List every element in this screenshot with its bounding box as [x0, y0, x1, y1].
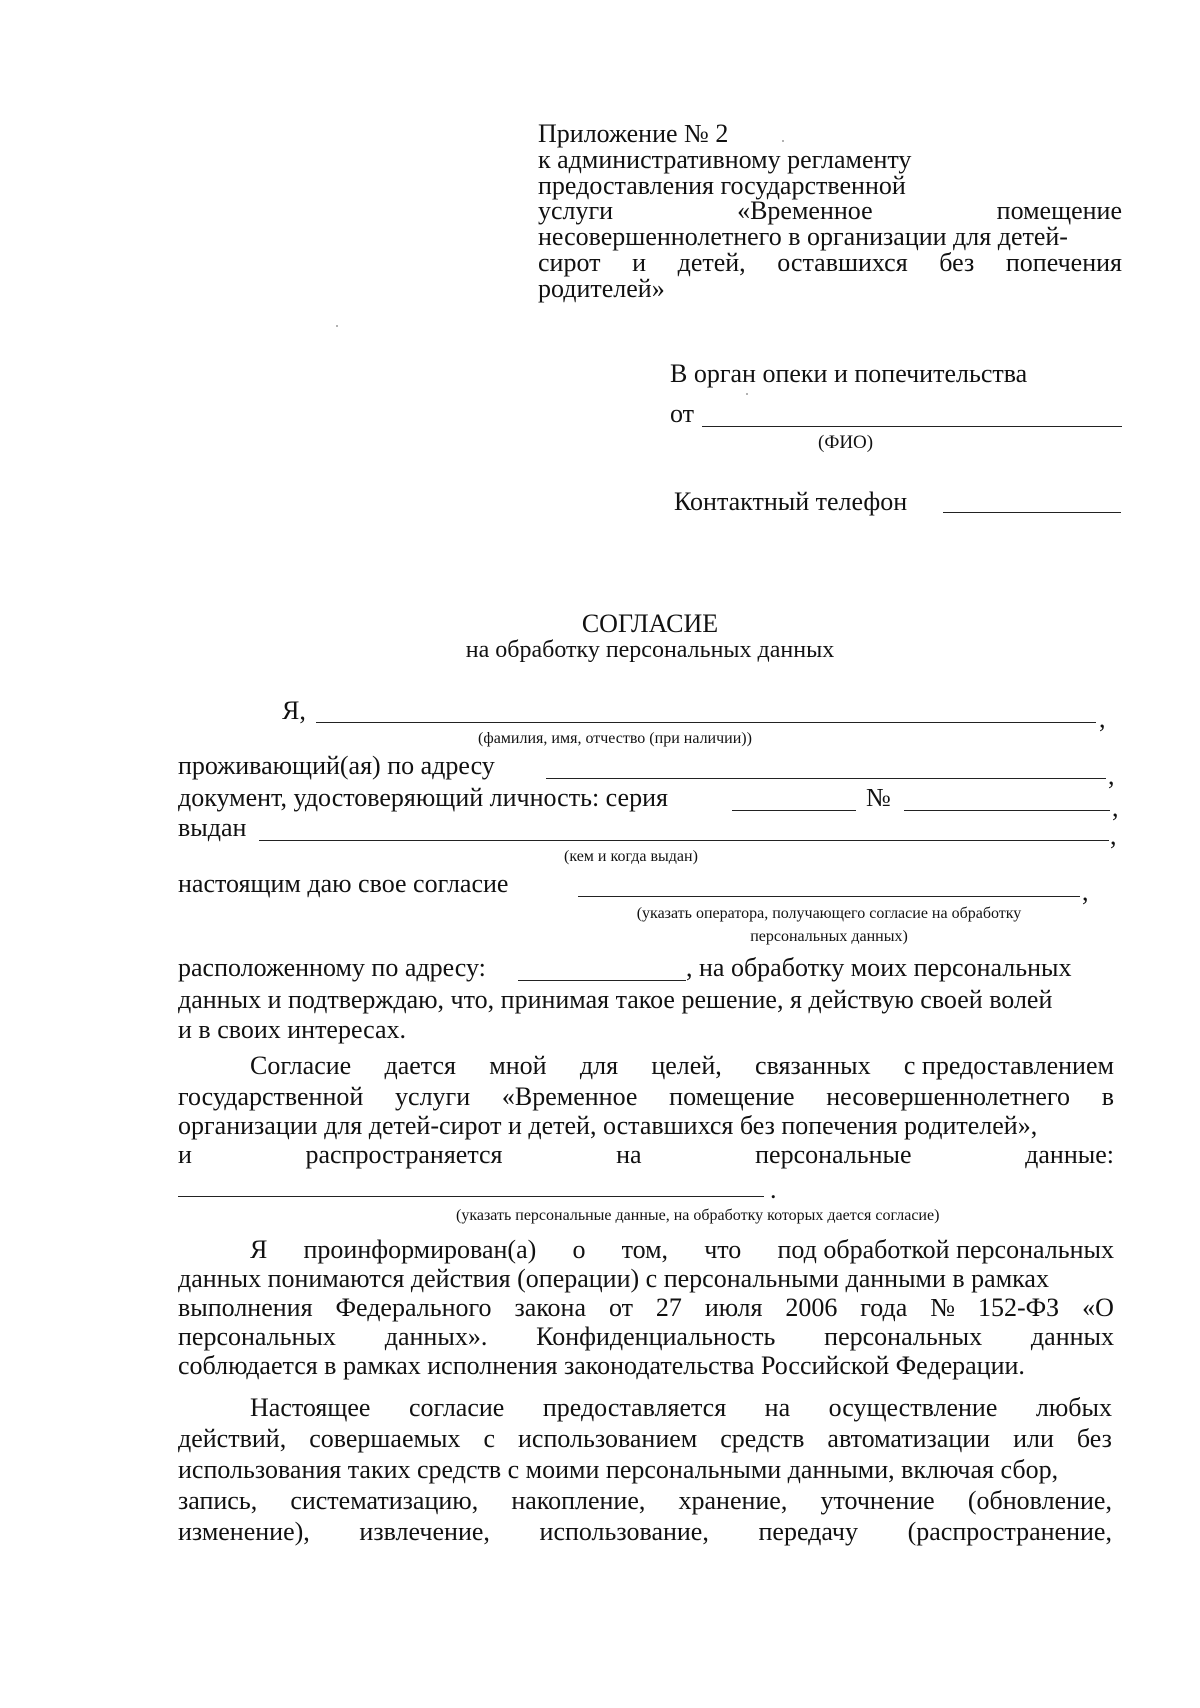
word: персональных: [824, 1322, 983, 1351]
comma: ,: [1082, 877, 1089, 906]
word: систематизацию,: [290, 1486, 479, 1515]
word: использованием: [517, 1424, 698, 1453]
fio-line: [316, 722, 1096, 723]
word: что: [704, 1235, 742, 1264]
issued-label: выдан: [178, 813, 247, 842]
appendix-line: к административному регламенту: [538, 145, 912, 174]
consent-label: настоящим даю свое согласие: [178, 869, 509, 898]
word: помещение: [669, 1082, 795, 1111]
fio-hint: (ФИО): [818, 432, 874, 453]
word: персональные: [755, 1140, 912, 1169]
comma: ,: [1110, 821, 1117, 850]
word: извлечение,: [359, 1517, 490, 1546]
operator-hint: (указать оператора, получающего согласие на обработку: [636, 905, 1022, 922]
paragraph-line-justified: [178, 1425, 1112, 1453]
word: несовершеннолетнего: [826, 1082, 1070, 1111]
paragraph-line-justified: [250, 1394, 1112, 1422]
word: средств: [720, 1424, 805, 1453]
paragraph-line: соблюдается в рамках исполнения законодательства Российской Федерации.: [178, 1351, 1025, 1380]
located-address-line: [518, 980, 686, 981]
paragraph-line-justified: [178, 1294, 1114, 1322]
word: запись,: [178, 1486, 258, 1515]
fio-full-hint: (фамилия, имя, отчество (при наличии)): [478, 730, 752, 747]
document-title: СОГЛАСИЕ: [581, 609, 719, 638]
operator-line: [578, 896, 1080, 897]
appendix-line-justified: [538, 197, 1122, 225]
appendix-line-justified: [538, 249, 1122, 277]
period: .: [770, 1175, 777, 1204]
word: связанных: [755, 1051, 871, 1080]
scan-speck: [336, 325, 338, 327]
paragraph-line-justified: [178, 1487, 1112, 1515]
paragraph-line: организации для детей-сирот и детей, оставшихся без попечения родителей»,: [178, 1111, 1038, 1140]
series-line: [732, 810, 856, 811]
word: уточнение: [820, 1486, 935, 1515]
word: «Временное: [737, 196, 873, 225]
word: для: [579, 1051, 619, 1080]
word: оставшихся: [777, 248, 908, 277]
paragraph-line-justified: [178, 1141, 1114, 1169]
address-label: проживающий(ая) по адресу: [178, 751, 495, 780]
word: 27: [655, 1293, 682, 1322]
word: Настоящее: [250, 1393, 371, 1422]
word: услуги: [395, 1082, 471, 1111]
word: помещение: [996, 196, 1122, 225]
comma: ,: [1099, 704, 1106, 733]
word: «Временное: [501, 1082, 638, 1111]
word: №: [930, 1293, 956, 1322]
word: проинформирован(а): [303, 1235, 537, 1264]
paragraph-line: данных понимаются действия (операции) с персональными данными в рамках: [178, 1264, 1049, 1293]
word: или: [1013, 1424, 1054, 1453]
scan-speck: [746, 393, 748, 395]
word: хранение,: [678, 1486, 788, 1515]
word: распространяется: [305, 1140, 503, 1169]
word: Согласие: [250, 1051, 352, 1080]
word: совершаемых: [309, 1424, 461, 1453]
word: на: [616, 1140, 642, 1169]
located-tail: , на обработку моих персональных: [686, 953, 1072, 982]
appendix-line: родителей»: [538, 274, 665, 303]
word: 152-ФЗ: [977, 1293, 1060, 1322]
word: согласие: [408, 1393, 505, 1422]
word: «О: [1082, 1293, 1114, 1322]
comma: ,: [1112, 793, 1119, 822]
number-line: [904, 810, 1110, 811]
word: попечения: [1005, 248, 1122, 277]
word: осуществление: [828, 1393, 998, 1422]
paragraph-line-justified: [250, 1236, 1114, 1264]
address-line: [546, 778, 1106, 779]
word: от: [608, 1293, 633, 1322]
word: и: [632, 248, 646, 277]
id-document-label: документ, удостоверяющий личность: серия: [178, 783, 668, 812]
word: под обработкой персональных: [777, 1235, 1114, 1264]
word: дается: [384, 1051, 456, 1080]
paragraph-line-justified: [178, 1083, 1114, 1111]
document-subtitle: на обработку персональных данных: [465, 637, 835, 663]
word: и: [178, 1140, 192, 1169]
word: автоматизации: [827, 1424, 991, 1453]
word: с: [483, 1424, 495, 1453]
personal-data-hint: (указать персональные данные, на обработку которых дается согласие): [456, 1207, 940, 1224]
word: данные:: [1025, 1140, 1114, 1169]
word: детей,: [677, 248, 746, 277]
word: Конфиденциальность: [536, 1322, 776, 1351]
word: услуги: [538, 196, 614, 225]
word: Я: [250, 1235, 268, 1264]
appendix-line: несовершеннолетнего в организации для детей-: [538, 222, 1068, 251]
issued-line: [259, 840, 1109, 841]
paragraph-line: и в своих интересах.: [178, 1015, 407, 1044]
scan-speck: [782, 140, 784, 142]
word: предоставляется: [542, 1393, 727, 1422]
number-sign: №: [866, 783, 891, 812]
word: целей,: [651, 1051, 722, 1080]
word: любых: [1035, 1393, 1112, 1422]
comma: ,: [1108, 761, 1115, 790]
phone-blank-line: [943, 512, 1121, 513]
phone-label: Контактный телефон: [674, 487, 908, 516]
fio-blank-line: [702, 426, 1122, 427]
word: мной: [489, 1051, 547, 1080]
word: Федерального: [335, 1293, 492, 1322]
word: года: [860, 1293, 908, 1322]
word: с предоставлением: [903, 1051, 1114, 1080]
word: о: [572, 1235, 586, 1264]
word: том,: [621, 1235, 669, 1264]
word: сирот: [538, 248, 601, 277]
word: июля: [704, 1293, 763, 1322]
word: выполнения: [178, 1293, 313, 1322]
word: (распространение,: [907, 1517, 1112, 1546]
word: на: [764, 1393, 791, 1422]
word: без: [939, 248, 975, 277]
operator-hint: персональных данных): [750, 928, 908, 945]
word: передачу: [758, 1517, 858, 1546]
word: без: [1076, 1424, 1112, 1453]
located-label: расположенному по адресу:: [178, 953, 486, 982]
appendix-number: Приложение № 2: [538, 119, 729, 148]
word: действий,: [178, 1424, 287, 1453]
word: данных: [1030, 1322, 1114, 1351]
word: закона: [514, 1293, 587, 1322]
paragraph-line-justified: [250, 1052, 1114, 1080]
personal-data-line: [178, 1196, 764, 1197]
issued-hint: (кем и когда выдан): [564, 848, 698, 865]
word: использование,: [539, 1517, 709, 1546]
paragraph-line-justified: [178, 1518, 1112, 1546]
paragraph-line: данных и подтверждаю, что, принимая такое решение, я действую своей волей: [178, 985, 1053, 1014]
word: данных».: [384, 1322, 488, 1351]
word: изменение),: [178, 1517, 310, 1546]
word: персональных: [178, 1322, 336, 1351]
word: 2006: [785, 1293, 838, 1322]
word: накопление,: [511, 1486, 646, 1515]
paragraph-line: использования таких средств с моими персональными данными, включая сбор,: [178, 1455, 1059, 1484]
word: в: [1101, 1082, 1114, 1111]
organ-label: В орган опеки и попечительства: [670, 359, 1028, 388]
word: государственной: [178, 1082, 364, 1111]
word: (обновление,: [967, 1486, 1112, 1515]
appendix-line: предоставления государственной: [538, 171, 906, 200]
from-label: от: [670, 399, 695, 428]
i-label: Я,: [282, 696, 306, 725]
paragraph-line-justified: [178, 1323, 1114, 1351]
